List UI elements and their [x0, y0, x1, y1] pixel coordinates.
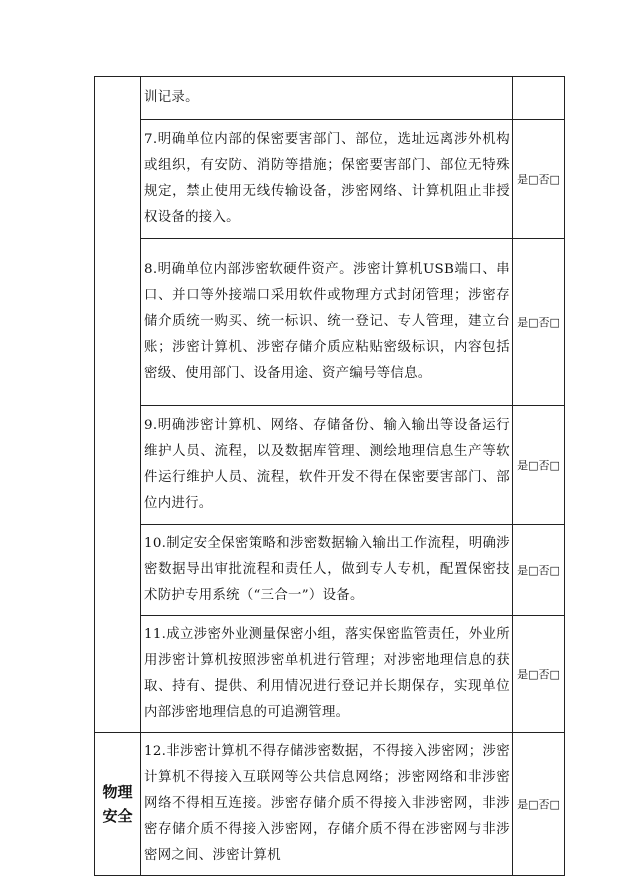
- yes-no-checkbox[interactable]: 是□否□: [513, 616, 565, 733]
- yes-no-checkbox[interactable]: 是□否□: [513, 406, 565, 525]
- table-row: [95, 239, 565, 406]
- table-row: [95, 733, 565, 876]
- yes-no-checkbox[interactable]: 是□否□: [513, 120, 565, 239]
- yes-no-checkbox[interactable]: 是□否□: [513, 525, 565, 616]
- requirement-text: 10.制定安全保密策略和涉密数据输入输出工作流程，明确涉密数据导出审批流程和责任人，做到专人专机，配置保密技术防护专用系统（“三合一”）设备。: [141, 525, 513, 616]
- check-cell: [513, 77, 565, 120]
- table-row: [95, 616, 565, 733]
- category-cell: [95, 733, 141, 876]
- category-label: 物理安全: [102, 783, 133, 825]
- table-row: [95, 77, 565, 120]
- requirement-text: 7.明确单位内部的保密要害部门、部位，选址远离涉外机构或组织，有安防、消防等措施；保密要害部门、部位无特殊规定，禁止使用无线传输设备，涉密网络、计算机阻止非授权设备的接入。: [141, 120, 513, 239]
- requirement-text: 8.明确单位内部涉密软硬件资产。涉密计算机USB端口、串口、并口等外接端口采用软件或物理方式封闭管理；涉密存储介质统一购买、统一标识、统一登记、专人管理，建立台账；涉密计算机、涉密存储介质应粘贴密级标识，内容包括密级、使用部门、设备用途、资产编号等信息。: [141, 239, 513, 406]
- table-row: [95, 120, 565, 239]
- yes-no-checkbox[interactable]: 是□否□: [513, 733, 565, 876]
- category-cell-empty: [95, 77, 141, 733]
- requirement-text: 9.明确涉密计算机、网络、存储备份、输入输出等设备运行维护人员、流程，以及数据库管理、测绘地理信息生产等软件运行维护人员、流程，软件开发不得在保密要害部门、部位内进行。: [141, 406, 513, 525]
- requirement-text: 训记录。: [141, 77, 513, 120]
- table-row: [95, 406, 565, 525]
- yes-no-checkbox[interactable]: 是□否□: [513, 239, 565, 406]
- table-row: [95, 525, 565, 616]
- requirement-text: 12.非涉密计算机不得存储涉密数据，不得接入涉密网；涉密计算机不得接入互联网等公共信息网络；涉密网络和非涉密网络不得相互连接。涉密存储介质不得接入非涉密网，非涉密存储介质不得接入涉密网，存储介质不得在涉密网与非涉密网之间、涉密计算机: [141, 733, 513, 876]
- security-checklist-table: [94, 76, 565, 876]
- requirement-text: 11.成立涉密外业测量保密小组，落实保密监管责任，外业所用涉密计算机按照涉密单机进行管理；对涉密地理信息的获取、持有、提供、利用情况进行登记并长期保存，实现单位内部涉密地理信息的可追溯管理。: [141, 616, 513, 733]
